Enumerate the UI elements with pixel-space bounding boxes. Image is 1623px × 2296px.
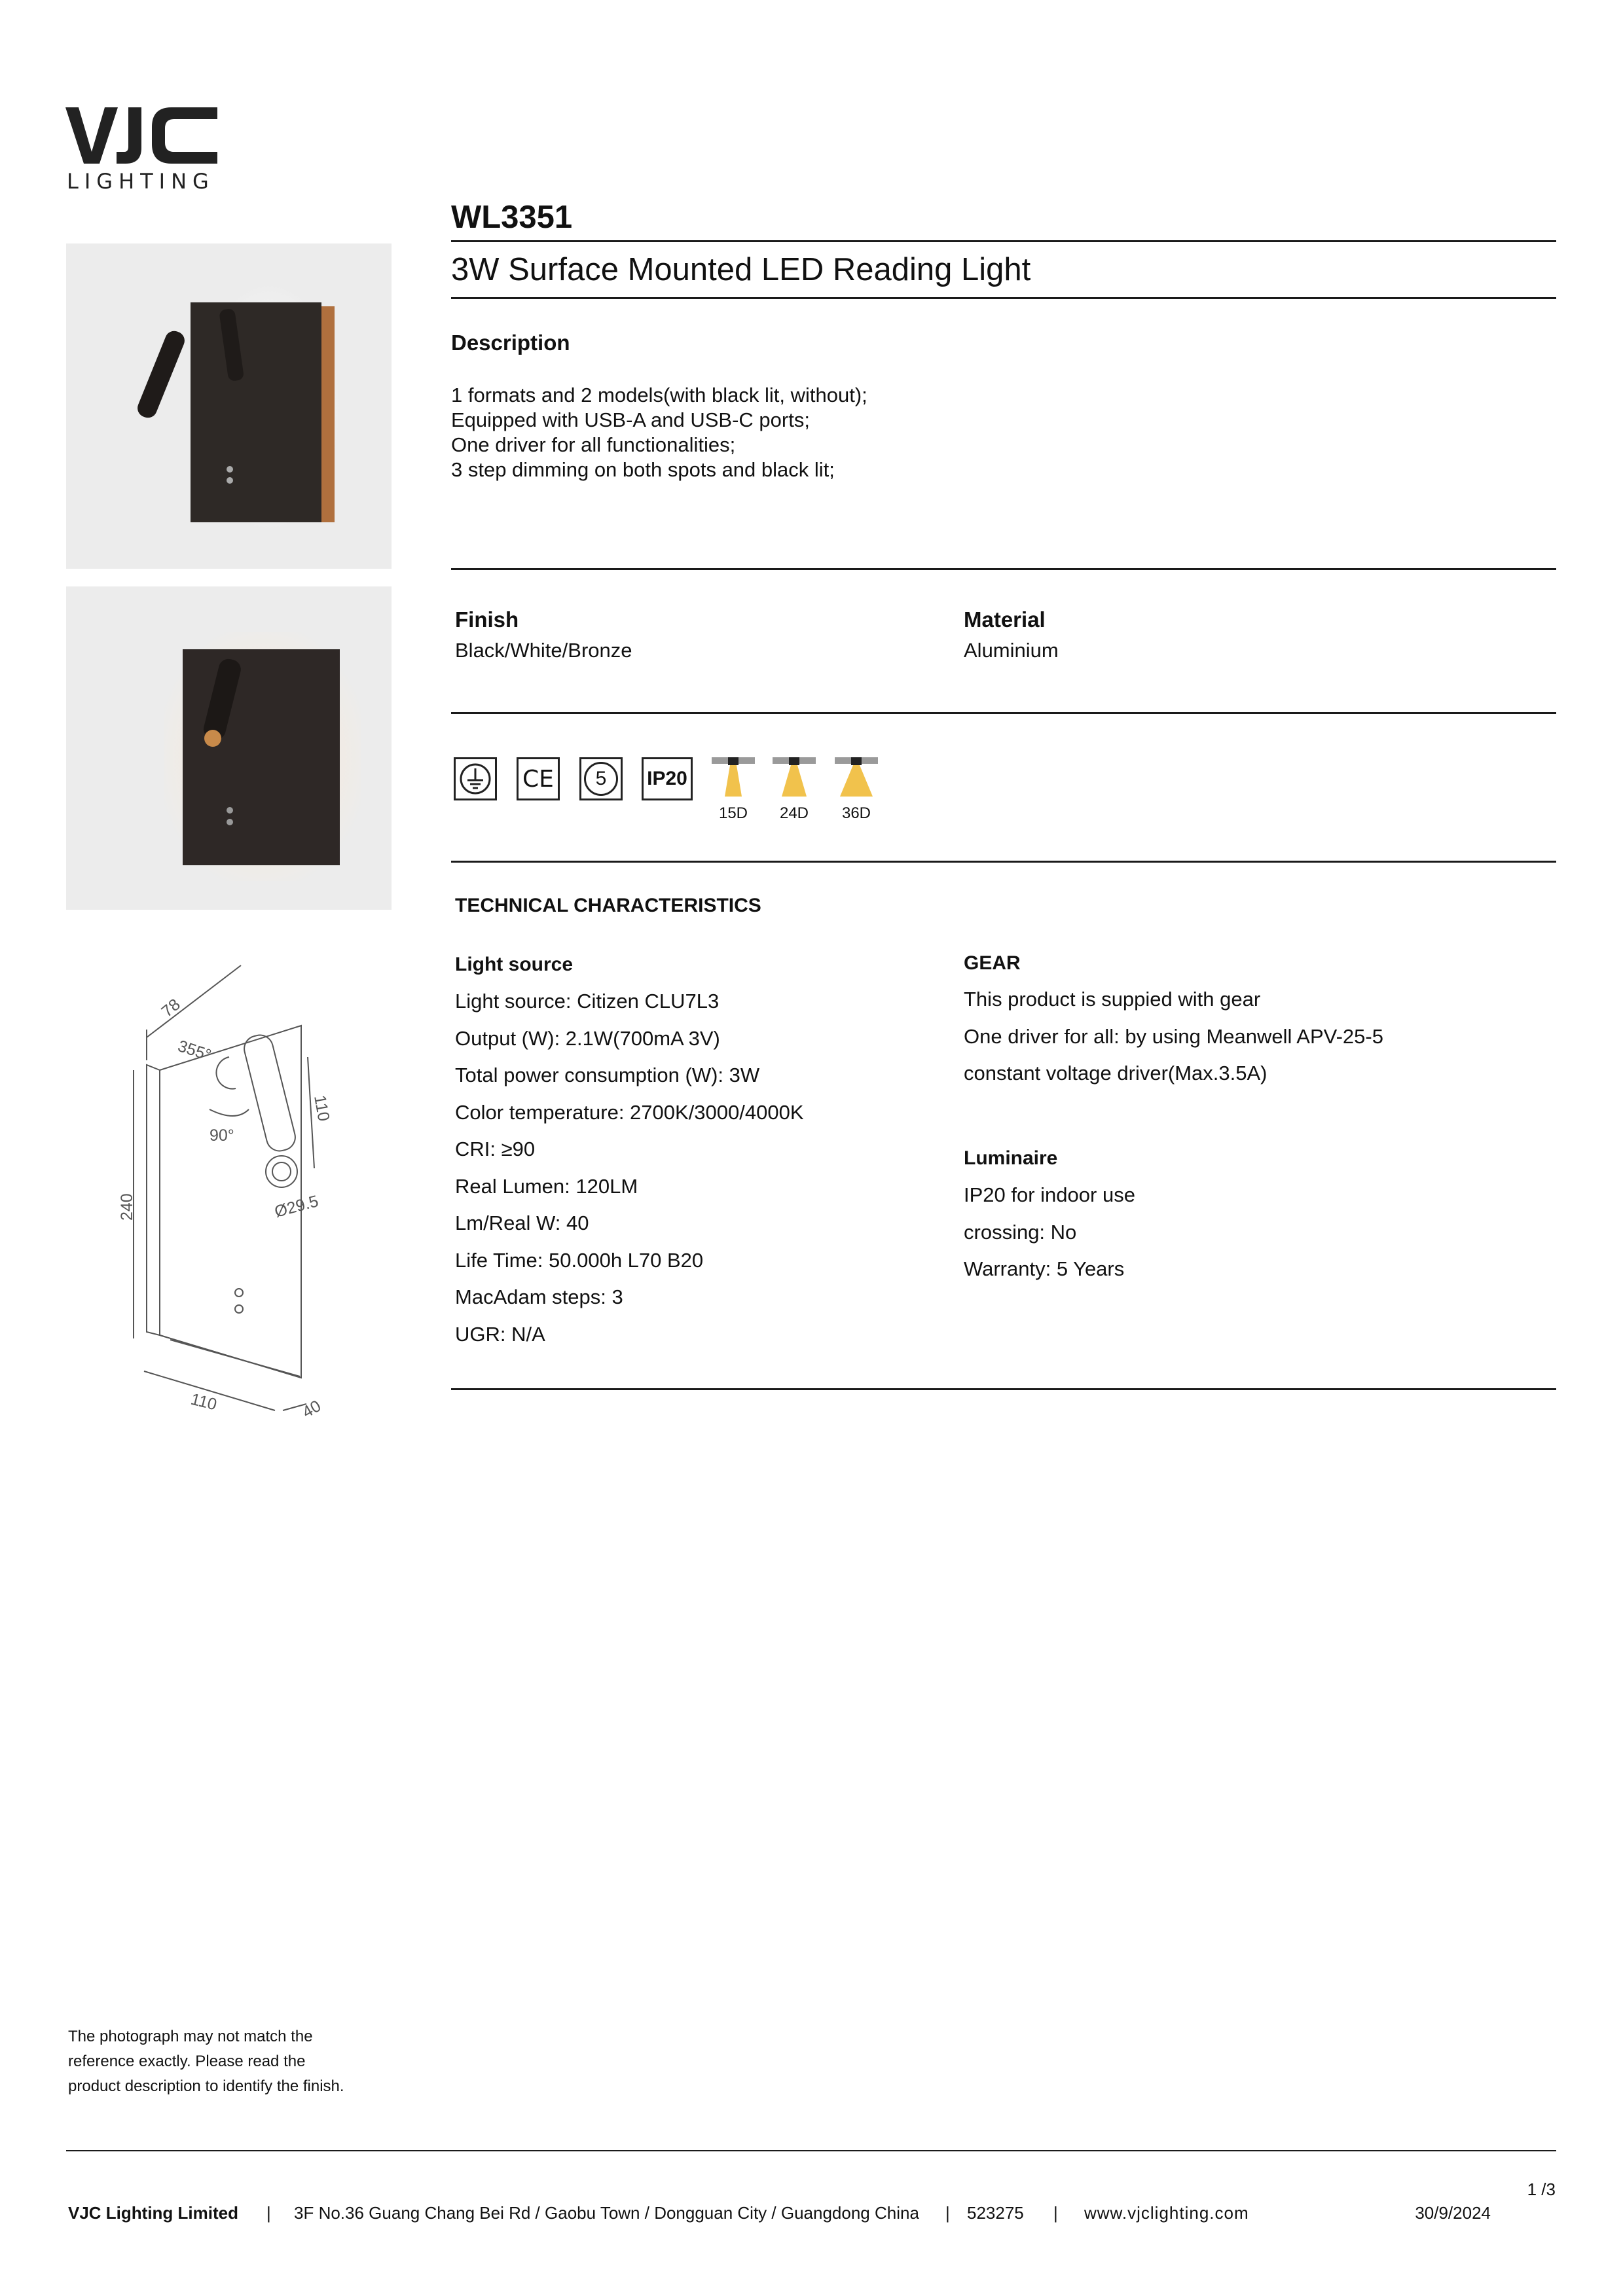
material-value: Aluminium [964,639,1059,662]
footer-date: 30/9/2024 [1415,2203,1491,2223]
luminaire-list [964,1177,1135,1288]
dimension-drawing-svg [111,952,360,1424]
description-body [451,383,867,482]
description-heading: Description [451,331,570,355]
disclaimer-line: reference exactly. Please read the [68,2053,306,2070]
product-code: WL3351 [451,200,573,235]
dim-width: 110 [189,1390,219,1414]
spec-item: Color temperature: 2700K/3000/4000K [455,1100,804,1124]
beam-24d-label: 24D [779,804,809,822]
beam-36d [833,756,879,828]
dim-height: 240 [118,1193,136,1221]
spec-item: Warranty: 5 Years [964,1257,1125,1280]
dim-diameter: Ø29.5 [272,1192,321,1221]
spec-item: CRI: ≥90 [455,1138,536,1160]
spec-item: Output (W): 2.1W(700mA 3V) [455,1026,720,1050]
fixture-photo-front [66,586,392,910]
product-title: 3W Surface Mounted LED Reading Light [451,252,1031,287]
brand-logo [65,103,223,195]
fixture-photo-angled [66,243,392,569]
product-photo-1 [66,243,392,569]
spec-item: constant voltage driver(Max.3.5A) [964,1062,1267,1085]
rule-after-description [451,568,1556,570]
technical-drawing [111,952,360,1424]
dim-thickness: 40 [299,1397,325,1422]
footer-separator: | [945,2203,950,2223]
spec-item: IP20 for indoor use [964,1183,1135,1206]
spec-item: MacAdam steps: 3 [455,1285,623,1308]
finish-label: Finish [455,607,519,632]
spec-item: Light source: Citizen CLU7L3 [455,990,720,1013]
finish-value: Black/White/Bronze [455,639,632,662]
rule-after-finish [451,712,1556,714]
vjc-logo-mark [65,103,217,166]
rule-after-certs [451,861,1556,863]
dim-tilt: 90° [210,1126,234,1145]
beam-24d [771,756,817,828]
spec-item: crossing: No [964,1220,1077,1244]
class-i-earth-icon [454,757,497,800]
light-source-list [455,983,804,1353]
warranty-years-text: 5 [595,768,607,789]
footer-address: 3F No.36 Guang Chang Bei Rd / Gaobu Town / Dongguan City / Guangdong China [294,2203,919,2223]
beam-15d [710,756,756,828]
description-line: 1 formats and 2 models(with black lit, without); [451,384,867,406]
spec-item: Total power consumption (W): 3W [455,1064,760,1086]
warranty-5-years-icon [579,757,623,800]
beam-24d-icon [771,756,817,802]
ce-mark-text: CE [522,765,554,793]
description-line: One driver for all functionalities; [451,433,736,456]
beam-36d-icon [833,756,879,802]
spec-item: Life Time: 50.000h L70 B20 [455,1248,704,1272]
spec-item: This product is suppied with gear [964,988,1261,1011]
tech-heading: TECHNICAL CHARACTERISTICS [455,895,761,916]
dim-rotation: 355° [175,1037,213,1065]
gear-list [964,981,1383,1092]
product-photo-2 [66,586,392,910]
disclaimer-line: The photograph may not match the [68,2028,313,2045]
spec-item: Real Lumen: 120LM [455,1174,638,1198]
footer-bar [68,2203,1558,2229]
rule-under-title [451,297,1556,299]
footer-page: 1 /3 [1527,2179,1556,2199]
spec-item: One driver for all: by using Meanwell APV-25-5 [964,1024,1383,1048]
material-label: Material [964,607,1046,632]
dim-depth: 78 [158,995,184,1021]
footer-website[interactable]: www.vjclighting.com [1084,2203,1249,2223]
brand-wordmark: LIGHTING [67,169,215,194]
description-line: 3 step dimming on both spots and black lit; [451,458,835,481]
beam-15d-label: 15D [718,804,748,822]
beam-36d-label: 36D [841,804,871,822]
footer-separator: | [1053,2203,1058,2223]
description-line: Equipped with USB-A and USB-C ports; [451,408,810,431]
light-source-heading: Light source [455,954,574,975]
ce-mark-icon [517,757,560,800]
gear-heading: GEAR [964,952,1021,974]
rule-under-code [451,240,1556,242]
ip20-icon [642,757,693,800]
footer-company: VJC Lighting Limited [68,2203,238,2223]
spec-item: Lm/Real W: 40 [455,1211,589,1234]
disclaimer-line: product description to identify the finish. [68,2077,344,2095]
footer-separator: | [266,2203,271,2223]
beam-15d-icon [710,756,756,802]
spec-item: UGR: N/A [455,1322,545,1346]
dim-arm-length: 110 [310,1094,333,1123]
ip-rating-text: IP20 [647,768,687,789]
luminaire-heading: Luminaire [964,1147,1058,1169]
rule-after-tech [451,1388,1556,1390]
footer-postcode: 523275 [967,2203,1024,2223]
photo-disclaimer [68,2024,344,2099]
footer-rule [66,2150,1556,2151]
